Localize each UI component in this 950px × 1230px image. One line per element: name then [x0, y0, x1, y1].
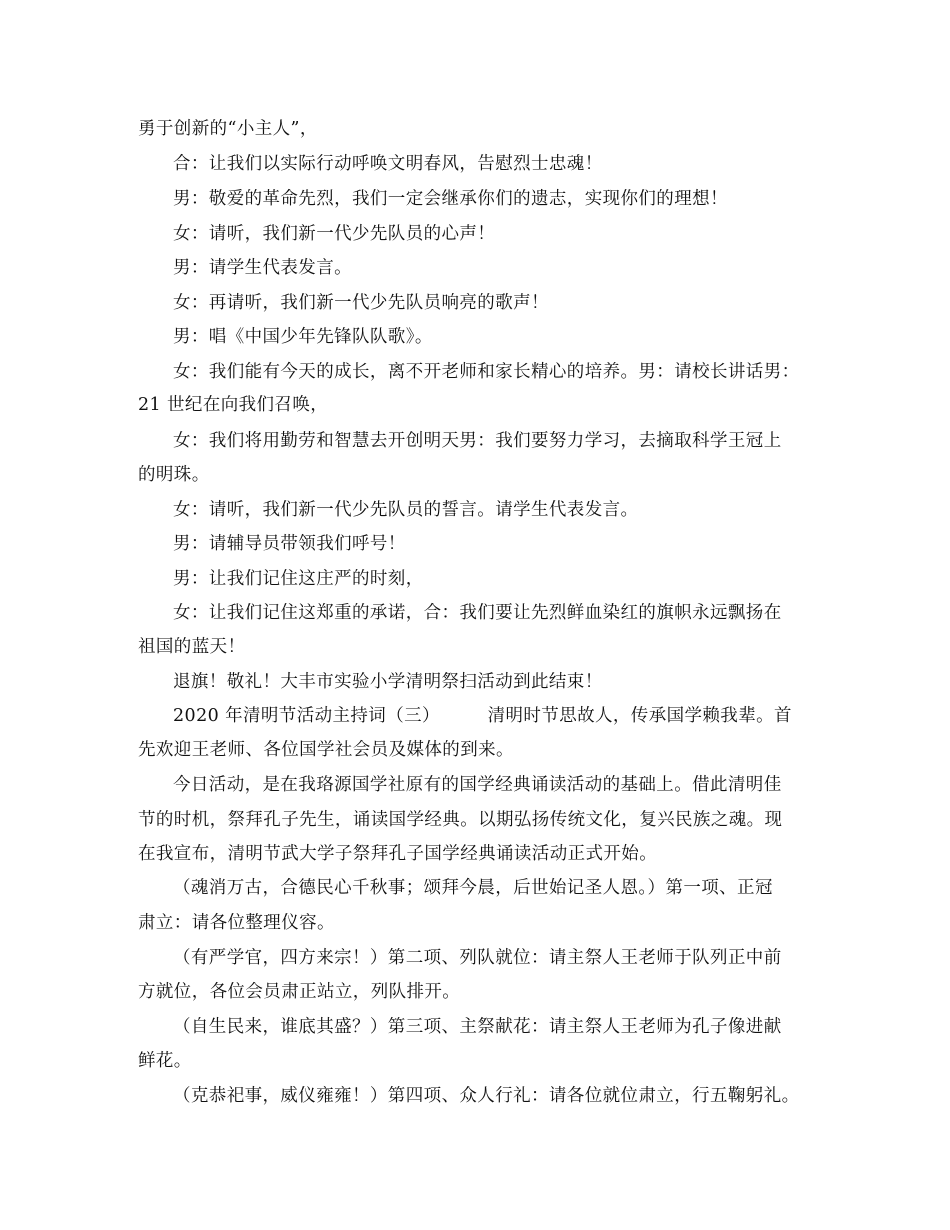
- text-line: 女：让我们记住这郑重的承诺，合：我们要让先烈鲜血染红的旗帜永远飘扬在: [173, 603, 782, 623]
- text-line: 21 世纪在向我们召唤，: [138, 395, 329, 415]
- text-line: 方就位，各位会员肃正站立，列队排开。: [138, 982, 461, 1002]
- text-line: 女：请听，我们新一代少先队员的心声！: [173, 224, 496, 244]
- text-line: 的明珠。: [138, 465, 210, 485]
- text-line: 男：敬爱的革命先烈，我们一定会继承你们的遗志，实现你们的理想！: [173, 189, 728, 209]
- text-line: 鲜花。: [138, 1051, 192, 1071]
- text-line: （克恭祀事，威仪雍雍！）第四项、众人行礼：请各位就位肃立，行五鞠躬礼。: [173, 1086, 800, 1106]
- text-line: 退旗！敬礼！大丰市实验小学清明祭扫活动到此结束！: [173, 672, 603, 692]
- text-line: （有严学官，四方来宗！）第二项、列队就位：请主祭人王老师于队列正中前: [173, 948, 782, 968]
- text-line: 男：请学生代表发言。: [173, 258, 352, 278]
- text-line: 男：请辅导员带领我们呼号！: [173, 534, 406, 554]
- text-line: 肃立：请各位整理仪容。: [138, 913, 335, 933]
- text-line: 祖国的蓝天！: [138, 637, 246, 657]
- text-line: 女：我们将用勤劳和智慧去开创明天男：我们要努力学习，去摘取科学王冠上: [173, 431, 782, 451]
- text-line: 女：请听，我们新一代少先队员的誓言。请学生代表发言。: [173, 500, 639, 520]
- text-line: 今日活动，是在我珞源国学社原有的国学经典诵读活动的基础上。借此清明佳: [173, 775, 782, 795]
- text-line: 合：让我们以实际行动呼唤文明春风，告慰烈士忠魂！: [173, 154, 603, 174]
- text-line: 男：让我们记住这庄严的时刻，: [173, 569, 424, 589]
- text-line: 节的时机，祭拜孔子先生，诵读国学经典。以期弘扬传统文化，复兴民族之魂。现: [138, 810, 783, 830]
- text-line: 勇于创新的“小主人”，: [138, 119, 318, 139]
- text-line: 女：我们能有今天的成长，离不开老师和家长精心的培养。男：请校长讲话男：: [173, 362, 800, 382]
- text-line: （自生民来，谁底其盛？）第三项、主祭献花：请主祭人王老师为孔子像进献: [173, 1017, 782, 1037]
- text-line: 女：再请听，我们新一代少先队员响亮的歌声！: [173, 293, 549, 313]
- text-line: 先欢迎王老师、各位国学社会员及媒体的到来。: [138, 740, 514, 760]
- text-line: 在我宣布，清明节武大学子祭拜孔子国学经典诵读活动正式开始。: [138, 844, 658, 864]
- text-line: 男：唱《中国少年先锋队队歌》。: [173, 327, 433, 347]
- text-line: 2020 年清明节活动主持词（三） 清明时节思故人，传承国学赖我辈。首: [173, 706, 792, 726]
- text-line: （魂消万古，合德民心千秋事；颂拜今晨，后世始记圣人恩。）第一项、正冠: [173, 878, 773, 898]
